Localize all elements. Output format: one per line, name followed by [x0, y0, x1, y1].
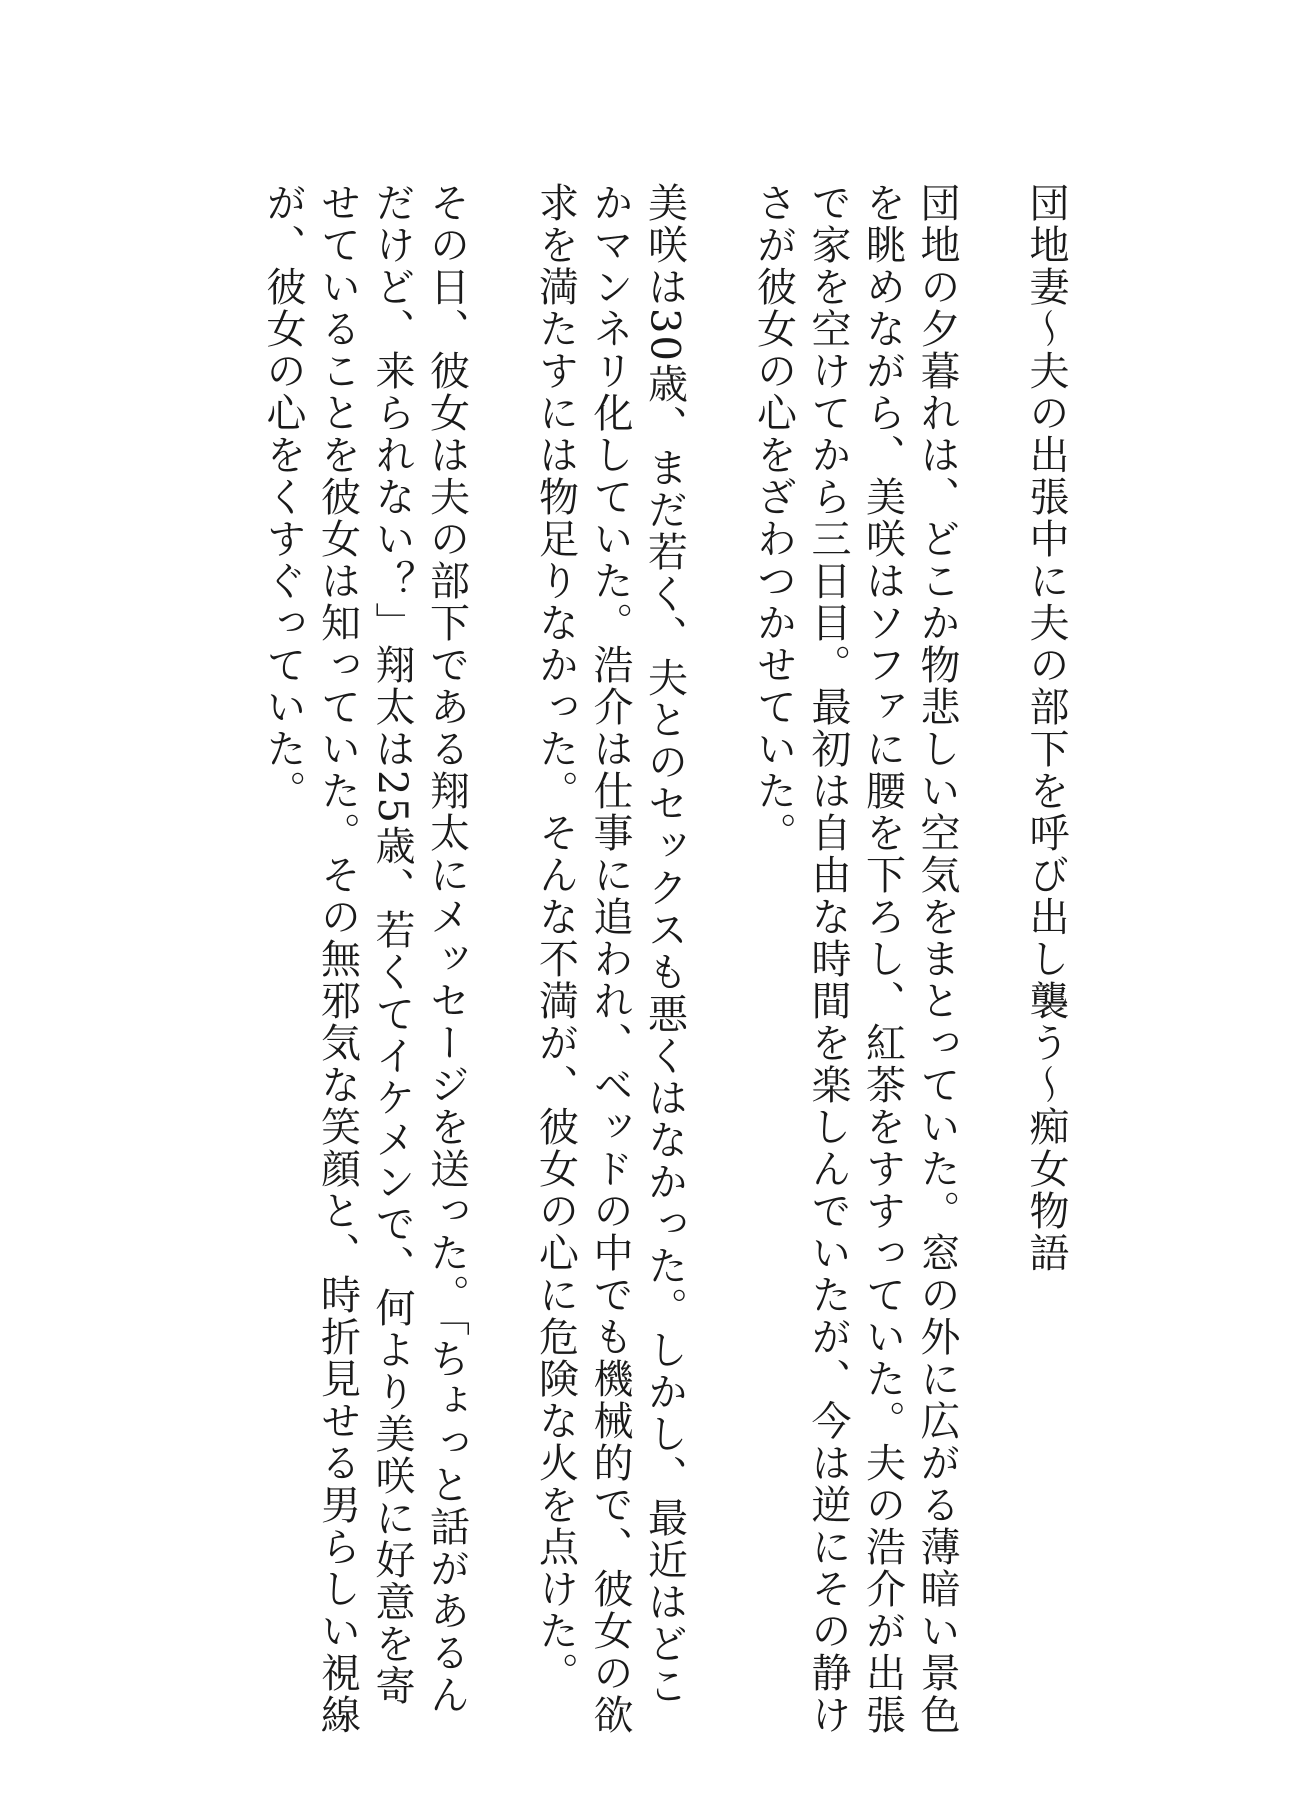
paragraph-3: その日、彼女は夫の部下である翔太にメッセージを送った。「ちょっと話があるんだけど、来られない？」翔太は25歳、若くてイケメンで、何より美咲に好意を寄せていることを彼女は知っていた。その無邪気な笑顔と、時折見せる男らしい視線が、彼女の心をくすぐっていた。: [260, 182, 470, 1736]
paragraph-2: 美咲は30歳、まだ若く、夫とのセックスも悪くはなかった。しかし、最近はどこかマンネリ化していた。浩介は仕事に追われ、ベッドの中でも機械的で、彼女の欲求を満たすには物足りなかった。そんな不満が、彼女の心に危険な火を点けた。: [532, 182, 688, 1736]
blank-line: [692, 182, 747, 1742]
blank-line: [474, 182, 529, 1742]
blank-line: [964, 182, 1019, 1742]
paragraph-1: 団地の夕暮れは、どこか物悲しい空気をまとっていた。窓の外に広がる薄暗い景色を眺めながら、美咲はソファに腰を下ろし、紅茶をすすっていた。夫の浩介が出張で家を空けてから三日目。最初は自由な時間を楽しんでいたが、今は逆にその静けさが彼女の心をざわつかせていた。: [750, 182, 960, 1736]
document-body: [256, 182, 1074, 1742]
document-title: 団地妻〜夫の出張中に夫の部下を呼び出し襲う〜痴女物語: [1023, 182, 1069, 1274]
